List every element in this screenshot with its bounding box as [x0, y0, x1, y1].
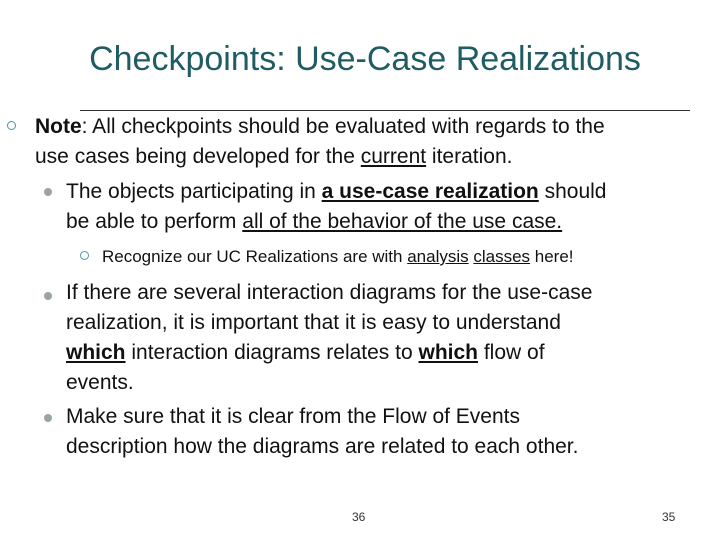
sub2-l3b: interaction diagrams relates to: [125, 341, 419, 364]
sub1-line-2: [66, 207, 562, 237]
sub3-line-1: Make sure that it is clear from the Flow of Events: [66, 405, 521, 428]
slide-title: Checkpoints: Use-Case Realizations: [89, 40, 641, 78]
subsub-b: analysis: [407, 247, 469, 266]
sub2-line-1: If there are several interaction diagrams for the use-case: [66, 281, 593, 304]
note-text-1: : All checkpoints should be evaluated with regards to the: [81, 115, 605, 138]
page-number-right: 35: [662, 510, 676, 524]
sub2-line-2: realization, it is important that it is easy to understand: [66, 311, 561, 334]
sub2-which-1: which: [66, 341, 126, 364]
sub1-c: should: [538, 180, 607, 203]
sub1-a: The objects participating in: [66, 180, 322, 203]
subsub-a: Recognize our UC Realizations are with: [102, 247, 408, 266]
bullet-ring-icon: [80, 251, 89, 260]
sub2-which-2: which: [418, 341, 479, 364]
sub1-line-1: [66, 177, 606, 207]
note-text-2c: iteration.: [426, 145, 513, 168]
sub2-l3d: flow of: [478, 341, 545, 364]
note-text-current: current: [360, 145, 427, 168]
sub2-line-4: events.: [66, 371, 134, 394]
note-text-2a: use cases being developed for the: [35, 145, 361, 168]
bullet-ring-icon: [7, 121, 16, 130]
bullet-dot-icon: [44, 188, 52, 196]
subsub-d: classes: [473, 247, 531, 266]
note-label: Note: [35, 115, 82, 138]
sub2-line-3: [66, 338, 545, 368]
sub1-b: a use-case realization: [321, 180, 539, 203]
subsub-line: [102, 242, 574, 272]
note-line-1: [35, 112, 605, 142]
bullet-dot-icon: [44, 292, 52, 300]
page-number-center: 36: [352, 510, 366, 524]
sub1-d: be able to perform: [66, 210, 243, 233]
title-divider: [80, 110, 690, 111]
subsub-e: here!: [530, 247, 574, 266]
note-line-2: [35, 142, 512, 172]
sub3-line-2: description how the diagrams are related to each other.: [66, 435, 579, 458]
bullet-dot-icon: [44, 414, 52, 422]
sub1-e: all of the behavior of the use case.: [242, 210, 563, 233]
